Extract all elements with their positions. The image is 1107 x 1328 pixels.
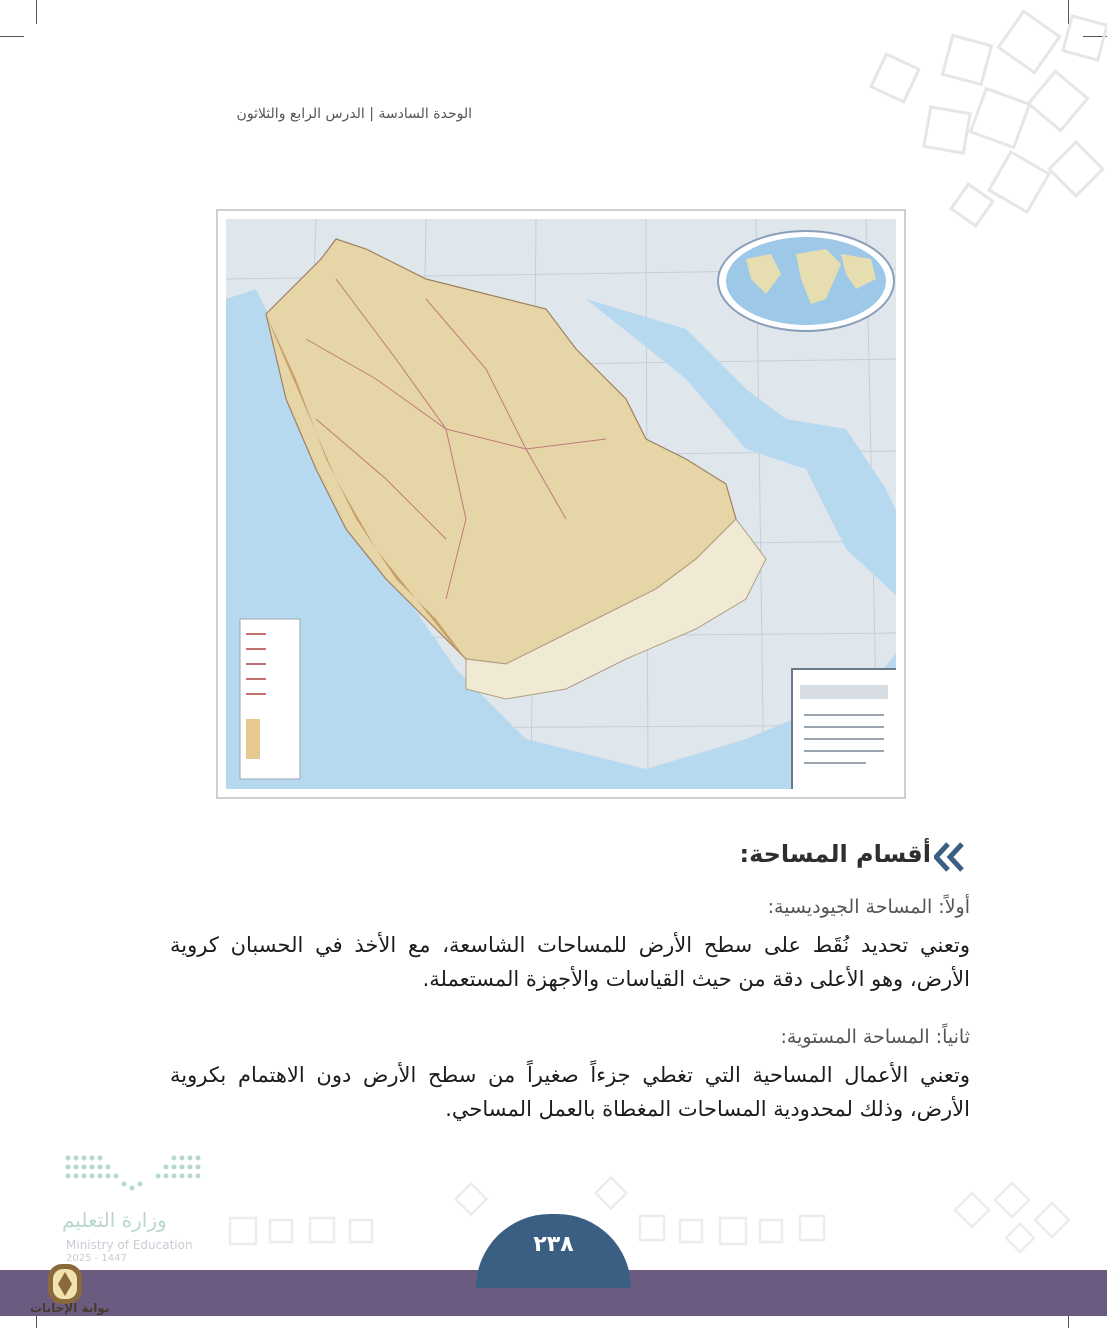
ministry-logo-dots <box>58 1150 218 1200</box>
section-title: أقسام المساحة: <box>739 840 931 868</box>
geodetic-heading: أولاً: المساحة الجيوديسية: <box>767 896 970 918</box>
ministry-name-en: Ministry of Education <box>66 1238 193 1252</box>
decorative-pattern <box>677 0 1107 240</box>
portal-label: بوابة الإجابات <box>30 1301 110 1315</box>
geodetic-paragraph: وتعني تحديد نُقَط على سطح الأرض للمساحات الشاسعة، مع الأخذ في الحسبان كروية الأرض، وهو الأعلى دقة من حيث القياسات والأجهزة المستعملة. <box>170 933 970 991</box>
map-saudi-arabia <box>226 219 896 789</box>
chevron-double-left-icon <box>934 840 970 874</box>
crop-mark <box>0 36 24 37</box>
map-frame <box>216 209 906 799</box>
plane-heading: ثانياً: المساحة المستوية: <box>780 1026 970 1048</box>
ministry-year: 2025 - 1447 <box>66 1253 127 1264</box>
lesson-header: الوحدة السادسة | الدرس الرابع والثلاثون <box>236 106 472 122</box>
crop-mark <box>36 0 37 24</box>
plane-paragraph: وتعني الأعمال المساحية التي تغطي جزءاً صغيراً من سطح الأرض دون الاهتمام بكروية الأرض، وذلك لمحدودية المساحات المغطاة بالعمل المساحي. <box>170 1063 970 1121</box>
page-number: ٢٣٨ <box>533 1232 574 1257</box>
map-illustration <box>226 219 896 789</box>
ministry-name-ar: وزارة التعليم <box>62 1208 167 1232</box>
